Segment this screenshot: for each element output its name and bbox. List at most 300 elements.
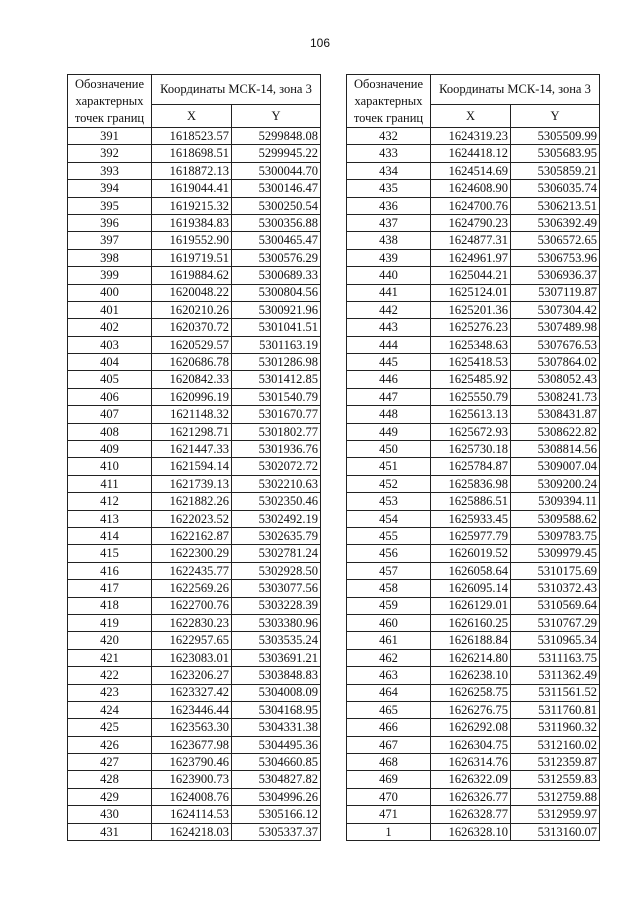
x-coordinate-cell: 1626328.77 [431, 806, 511, 823]
table-row [68, 684, 321, 701]
point-number-cell: 454 [347, 510, 431, 527]
table-body-left [68, 128, 321, 841]
table-row [347, 527, 600, 544]
y-coordinate-cell: 5306392.49 [511, 214, 600, 231]
y-coordinate-cell: 5300250.54 [232, 197, 321, 214]
table-row [347, 267, 600, 284]
point-number-cell: 447 [347, 388, 431, 405]
x-coordinate-cell: 1623790.46 [152, 754, 232, 771]
point-number-cell: 442 [347, 301, 431, 318]
y-coordinate-cell: 5305683.95 [511, 145, 600, 162]
x-coordinate-cell: 1623083.01 [152, 649, 232, 666]
y-coordinate-cell: 5300465.47 [232, 232, 321, 249]
point-number-cell: 436 [347, 197, 431, 214]
table-row [68, 806, 321, 823]
y-coordinate-cell: 5301540.79 [232, 388, 321, 405]
point-number-cell: 438 [347, 232, 431, 249]
table-row [347, 128, 600, 145]
x-coordinate-cell: 1622830.23 [152, 614, 232, 631]
x-coordinate-cell: 1626276.75 [431, 701, 511, 718]
coordinates-table-left [67, 74, 321, 841]
y-coordinate-cell: 5306213.51 [511, 197, 600, 214]
y-coordinate-cell: 5311760.81 [511, 701, 600, 718]
point-number-cell: 408 [68, 423, 152, 440]
y-coordinate-cell: 5301936.76 [232, 441, 321, 458]
x-coordinate-cell: 1625201.36 [431, 301, 511, 318]
y-coordinate-cell: 5304996.26 [232, 788, 321, 805]
point-number-cell: 434 [347, 162, 431, 179]
y-coordinate-cell: 5307119.87 [511, 284, 600, 301]
y-coordinate-cell: 5313160.07 [511, 823, 600, 840]
point-number-cell: 446 [347, 371, 431, 388]
point-number-cell: 401 [68, 301, 152, 318]
point-number-cell: 459 [347, 597, 431, 614]
table-row [347, 406, 600, 423]
table-row [68, 162, 321, 179]
point-number-cell: 394 [68, 180, 152, 197]
table-row [347, 771, 600, 788]
x-coordinate-cell: 1625933.45 [431, 510, 511, 527]
x-coordinate-cell: 1622435.77 [152, 562, 232, 579]
x-coordinate-cell: 1622300.29 [152, 545, 232, 562]
y-coordinate-cell: 5299945.22 [232, 145, 321, 162]
y-coordinate-cell: 5305509.99 [511, 128, 600, 145]
x-coordinate-cell: 1626326.77 [431, 788, 511, 805]
table-row [68, 597, 321, 614]
y-coordinate-cell: 5306035.74 [511, 180, 600, 197]
table-row [347, 649, 600, 666]
x-coordinate-cell: 1625418.53 [431, 354, 511, 371]
y-coordinate-cell: 5304168.95 [232, 701, 321, 718]
y-coordinate-cell: 5308241.73 [511, 388, 600, 405]
y-coordinate-cell: 5307489.98 [511, 319, 600, 336]
table-row [68, 388, 321, 405]
table-row [68, 371, 321, 388]
y-coordinate-cell: 5300044.70 [232, 162, 321, 179]
x-coordinate-cell: 1626238.10 [431, 667, 511, 684]
y-coordinate-cell: 5304495.36 [232, 736, 321, 753]
x-coordinate-cell: 1623900.73 [152, 771, 232, 788]
point-number-cell: 428 [68, 771, 152, 788]
y-coordinate-cell: 5311362.49 [511, 667, 600, 684]
point-number-cell: 460 [347, 614, 431, 631]
x-coordinate-cell: 1621594.14 [152, 458, 232, 475]
point-number-cell: 416 [68, 562, 152, 579]
y-coordinate-cell: 5302781.24 [232, 545, 321, 562]
y-coordinate-cell: 5302350.46 [232, 493, 321, 510]
y-coordinate-cell: 5301286.98 [232, 354, 321, 371]
table-row [347, 719, 600, 736]
y-coordinate-cell: 5304827.82 [232, 771, 321, 788]
y-coordinate-cell: 5309588.62 [511, 510, 600, 527]
x-coordinate-cell: 1624877.31 [431, 232, 511, 249]
x-coordinate-cell: 1621447.33 [152, 441, 232, 458]
point-number-cell: 431 [68, 823, 152, 840]
x-coordinate-cell: 1622700.76 [152, 597, 232, 614]
point-number-cell: 398 [68, 249, 152, 266]
point-number-cell: 462 [347, 649, 431, 666]
table-row [68, 232, 321, 249]
x-coordinate-cell: 1619215.32 [152, 197, 232, 214]
table-row [68, 823, 321, 840]
table-row [347, 319, 600, 336]
y-coordinate-cell: 5301041.51 [232, 319, 321, 336]
table-row [347, 788, 600, 805]
y-coordinate-cell: 5305166.12 [232, 806, 321, 823]
x-coordinate-cell: 1624218.03 [152, 823, 232, 840]
point-number-cell: 393 [68, 162, 152, 179]
x-coordinate-cell: 1626314.76 [431, 754, 511, 771]
y-coordinate-cell: 5302928.50 [232, 562, 321, 579]
table-row [347, 823, 600, 840]
point-number-cell: 453 [347, 493, 431, 510]
table-row [68, 145, 321, 162]
x-coordinate-cell: 1622569.26 [152, 580, 232, 597]
x-coordinate-cell: 1619884.62 [152, 267, 232, 284]
x-coordinate-cell: 1621148.32 [152, 406, 232, 423]
y-coordinate-cell: 5308814.56 [511, 441, 600, 458]
table-row [347, 162, 600, 179]
point-number-cell: 456 [347, 545, 431, 562]
table-row [68, 214, 321, 231]
table-row [68, 475, 321, 492]
x-coordinate-cell: 1624790.23 [431, 214, 511, 231]
table-row [347, 493, 600, 510]
y-coordinate-cell: 5307676.53 [511, 336, 600, 353]
x-coordinate-cell: 1625730.18 [431, 441, 511, 458]
table-row [347, 701, 600, 718]
x-coordinate-cell: 1626019.52 [431, 545, 511, 562]
point-number-cell: 435 [347, 180, 431, 197]
table-row [347, 806, 600, 823]
y-coordinate-cell: 5300146.47 [232, 180, 321, 197]
x-coordinate-cell: 1626095.14 [431, 580, 511, 597]
x-coordinate-cell: 1625124.01 [431, 284, 511, 301]
y-coordinate-cell: 5302635.79 [232, 527, 321, 544]
point-number-cell: 419 [68, 614, 152, 631]
y-coordinate-cell: 5312359.87 [511, 754, 600, 771]
y-coordinate-cell: 5301670.77 [232, 406, 321, 423]
point-number-cell: 470 [347, 788, 431, 805]
y-coordinate-cell: 5311561.52 [511, 684, 600, 701]
table-row [68, 493, 321, 510]
x-coordinate-cell: 1623677.98 [152, 736, 232, 753]
point-number-cell: 433 [347, 145, 431, 162]
y-coordinate-cell: 5310965.34 [511, 632, 600, 649]
y-coordinate-cell: 5308052.43 [511, 371, 600, 388]
header-coordinates: Координаты МСК-14, зона 3 [152, 75, 321, 105]
point-number-cell: 415 [68, 545, 152, 562]
x-coordinate-cell: 1625044.21 [431, 267, 511, 284]
y-coordinate-cell: 5300921.96 [232, 301, 321, 318]
table-row [68, 406, 321, 423]
x-coordinate-cell: 1620370.72 [152, 319, 232, 336]
x-coordinate-cell: 1620048.22 [152, 284, 232, 301]
point-number-cell: 426 [68, 736, 152, 753]
table-row [347, 545, 600, 562]
x-coordinate-cell: 1623206.27 [152, 667, 232, 684]
point-number-cell: 395 [68, 197, 152, 214]
page-number: 106 [309, 36, 331, 50]
table-row [68, 249, 321, 266]
table-body-right [347, 128, 600, 841]
y-coordinate-cell: 5312160.02 [511, 736, 600, 753]
y-coordinate-cell: 5309007.04 [511, 458, 600, 475]
point-number-cell: 468 [347, 754, 431, 771]
x-coordinate-cell: 1619552.90 [152, 232, 232, 249]
x-coordinate-cell: 1626322.09 [431, 771, 511, 788]
point-number-cell: 463 [347, 667, 431, 684]
point-number-cell: 422 [68, 667, 152, 684]
point-number-cell: 392 [68, 145, 152, 162]
coordinates-table-right [346, 74, 600, 841]
x-coordinate-cell: 1625613.13 [431, 406, 511, 423]
point-number-cell: 466 [347, 719, 431, 736]
x-coordinate-cell: 1626258.75 [431, 684, 511, 701]
x-coordinate-cell: 1625977.79 [431, 527, 511, 544]
point-number-cell: 437 [347, 214, 431, 231]
y-coordinate-cell: 5304331.38 [232, 719, 321, 736]
table-row [68, 284, 321, 301]
point-number-cell: 1 [347, 823, 431, 840]
table-row [347, 301, 600, 318]
table-row [347, 354, 600, 371]
y-coordinate-cell: 5306572.65 [511, 232, 600, 249]
point-number-cell: 441 [347, 284, 431, 301]
point-number-cell: 429 [68, 788, 152, 805]
point-number-cell: 452 [347, 475, 431, 492]
point-number-cell: 396 [68, 214, 152, 231]
point-number-cell: 411 [68, 475, 152, 492]
point-number-cell: 407 [68, 406, 152, 423]
y-coordinate-cell: 5301412.85 [232, 371, 321, 388]
x-coordinate-cell: 1622023.52 [152, 510, 232, 527]
y-coordinate-cell: 5303535.24 [232, 632, 321, 649]
y-coordinate-cell: 5302072.72 [232, 458, 321, 475]
y-coordinate-cell: 5300804.56 [232, 284, 321, 301]
x-coordinate-cell: 1621298.71 [152, 423, 232, 440]
table-row [68, 336, 321, 353]
header-x: X [152, 104, 232, 127]
x-coordinate-cell: 1623327.42 [152, 684, 232, 701]
x-coordinate-cell: 1624418.12 [431, 145, 511, 162]
x-coordinate-cell: 1624514.69 [431, 162, 511, 179]
header-label: Обозначение характерных точек границ [347, 75, 431, 128]
y-coordinate-cell: 5303228.39 [232, 597, 321, 614]
x-coordinate-cell: 1624319.23 [431, 128, 511, 145]
y-coordinate-cell: 5310372.43 [511, 580, 600, 597]
y-coordinate-cell: 5300576.29 [232, 249, 321, 266]
point-number-cell: 450 [347, 441, 431, 458]
point-number-cell: 430 [68, 806, 152, 823]
point-number-cell: 403 [68, 336, 152, 353]
x-coordinate-cell: 1624608.90 [431, 180, 511, 197]
table-row [347, 423, 600, 440]
table-row [347, 562, 600, 579]
x-coordinate-cell: 1626129.01 [431, 597, 511, 614]
table-row [68, 301, 321, 318]
table-row [68, 197, 321, 214]
point-number-cell: 409 [68, 441, 152, 458]
point-number-cell: 405 [68, 371, 152, 388]
y-coordinate-cell: 5307864.02 [511, 354, 600, 371]
y-coordinate-cell: 5311163.75 [511, 649, 600, 666]
point-number-cell: 440 [347, 267, 431, 284]
point-number-cell: 414 [68, 527, 152, 544]
x-coordinate-cell: 1620686.78 [152, 354, 232, 371]
y-coordinate-cell: 5302210.63 [232, 475, 321, 492]
point-number-cell: 420 [68, 632, 152, 649]
y-coordinate-cell: 5309979.45 [511, 545, 600, 562]
y-coordinate-cell: 5303848.83 [232, 667, 321, 684]
header-label: Обозначение характерных точек границ [68, 75, 152, 128]
table-row [347, 180, 600, 197]
table-row [68, 267, 321, 284]
point-number-cell: 418 [68, 597, 152, 614]
x-coordinate-cell: 1618872.13 [152, 162, 232, 179]
y-coordinate-cell: 5309200.24 [511, 475, 600, 492]
y-coordinate-cell: 5308431.87 [511, 406, 600, 423]
point-number-cell: 399 [68, 267, 152, 284]
table-row [347, 388, 600, 405]
table-row [347, 232, 600, 249]
x-coordinate-cell: 1623446.44 [152, 701, 232, 718]
y-coordinate-cell: 5300356.88 [232, 214, 321, 231]
x-coordinate-cell: 1618523.57 [152, 128, 232, 145]
table-row [347, 249, 600, 266]
table-row [347, 145, 600, 162]
table-row [347, 214, 600, 231]
table-row [68, 458, 321, 475]
point-number-cell: 423 [68, 684, 152, 701]
table-row [68, 128, 321, 145]
y-coordinate-cell: 5300689.33 [232, 267, 321, 284]
table-row [347, 736, 600, 753]
point-number-cell: 471 [347, 806, 431, 823]
x-coordinate-cell: 1625836.98 [431, 475, 511, 492]
y-coordinate-cell: 5310175.69 [511, 562, 600, 579]
table-row [68, 771, 321, 788]
table-row [347, 632, 600, 649]
y-coordinate-cell: 5301802.77 [232, 423, 321, 440]
point-number-cell: 402 [68, 319, 152, 336]
table-row [68, 719, 321, 736]
point-number-cell: 404 [68, 354, 152, 371]
point-number-cell: 455 [347, 527, 431, 544]
table-row [347, 754, 600, 771]
y-coordinate-cell: 5303380.96 [232, 614, 321, 631]
x-coordinate-cell: 1622957.65 [152, 632, 232, 649]
table-row [68, 736, 321, 753]
table-row [68, 667, 321, 684]
x-coordinate-cell: 1622162.87 [152, 527, 232, 544]
x-coordinate-cell: 1625485.92 [431, 371, 511, 388]
x-coordinate-cell: 1624008.76 [152, 788, 232, 805]
y-coordinate-cell: 5304008.09 [232, 684, 321, 701]
table-row [347, 336, 600, 353]
x-coordinate-cell: 1619044.41 [152, 180, 232, 197]
table-row [347, 441, 600, 458]
x-coordinate-cell: 1626292.08 [431, 719, 511, 736]
x-coordinate-cell: 1625672.93 [431, 423, 511, 440]
x-coordinate-cell: 1620842.33 [152, 371, 232, 388]
point-number-cell: 469 [347, 771, 431, 788]
point-number-cell: 451 [347, 458, 431, 475]
y-coordinate-cell: 5303691.21 [232, 649, 321, 666]
point-number-cell: 400 [68, 284, 152, 301]
point-number-cell: 464 [347, 684, 431, 701]
point-number-cell: 427 [68, 754, 152, 771]
point-number-cell: 439 [347, 249, 431, 266]
x-coordinate-cell: 1619719.51 [152, 249, 232, 266]
point-number-cell: 448 [347, 406, 431, 423]
y-coordinate-cell: 5302492.19 [232, 510, 321, 527]
x-coordinate-cell: 1625550.79 [431, 388, 511, 405]
y-coordinate-cell: 5304660.85 [232, 754, 321, 771]
y-coordinate-cell: 5306753.96 [511, 249, 600, 266]
x-coordinate-cell: 1626328.10 [431, 823, 511, 840]
table-row [68, 754, 321, 771]
table-row [347, 510, 600, 527]
point-number-cell: 432 [347, 128, 431, 145]
point-number-cell: 445 [347, 354, 431, 371]
table-row [68, 180, 321, 197]
x-coordinate-cell: 1621739.13 [152, 475, 232, 492]
point-number-cell: 443 [347, 319, 431, 336]
x-coordinate-cell: 1620210.26 [152, 301, 232, 318]
y-coordinate-cell: 5312759.88 [511, 788, 600, 805]
header-x: X [431, 104, 511, 127]
x-coordinate-cell: 1624961.97 [431, 249, 511, 266]
x-coordinate-cell: 1620529.57 [152, 336, 232, 353]
y-coordinate-cell: 5311960.32 [511, 719, 600, 736]
point-number-cell: 457 [347, 562, 431, 579]
x-coordinate-cell: 1624700.76 [431, 197, 511, 214]
y-coordinate-cell: 5306936.37 [511, 267, 600, 284]
x-coordinate-cell: 1625886.51 [431, 493, 511, 510]
x-coordinate-cell: 1626058.64 [431, 562, 511, 579]
y-coordinate-cell: 5310767.29 [511, 614, 600, 631]
x-coordinate-cell: 1620996.19 [152, 388, 232, 405]
table-row [347, 684, 600, 701]
y-coordinate-cell: 5309783.75 [511, 527, 600, 544]
x-coordinate-cell: 1619384.83 [152, 214, 232, 231]
y-coordinate-cell: 5312959.97 [511, 806, 600, 823]
x-coordinate-cell: 1626214.80 [431, 649, 511, 666]
table-row [347, 614, 600, 631]
table-row [68, 614, 321, 631]
y-coordinate-cell: 5301163.19 [232, 336, 321, 353]
point-number-cell: 412 [68, 493, 152, 510]
x-coordinate-cell: 1625348.63 [431, 336, 511, 353]
point-number-cell: 410 [68, 458, 152, 475]
y-coordinate-cell: 5303077.56 [232, 580, 321, 597]
x-coordinate-cell: 1626160.25 [431, 614, 511, 631]
y-coordinate-cell: 5305337.37 [232, 823, 321, 840]
point-number-cell: 425 [68, 719, 152, 736]
point-number-cell: 465 [347, 701, 431, 718]
y-coordinate-cell: 5305859.21 [511, 162, 600, 179]
header-y: Y [232, 104, 321, 127]
table-row [68, 701, 321, 718]
table-row [347, 371, 600, 388]
y-coordinate-cell: 5307304.42 [511, 301, 600, 318]
table-row [347, 284, 600, 301]
table-row [347, 580, 600, 597]
point-number-cell: 391 [68, 128, 152, 145]
point-number-cell: 397 [68, 232, 152, 249]
point-number-cell: 467 [347, 736, 431, 753]
